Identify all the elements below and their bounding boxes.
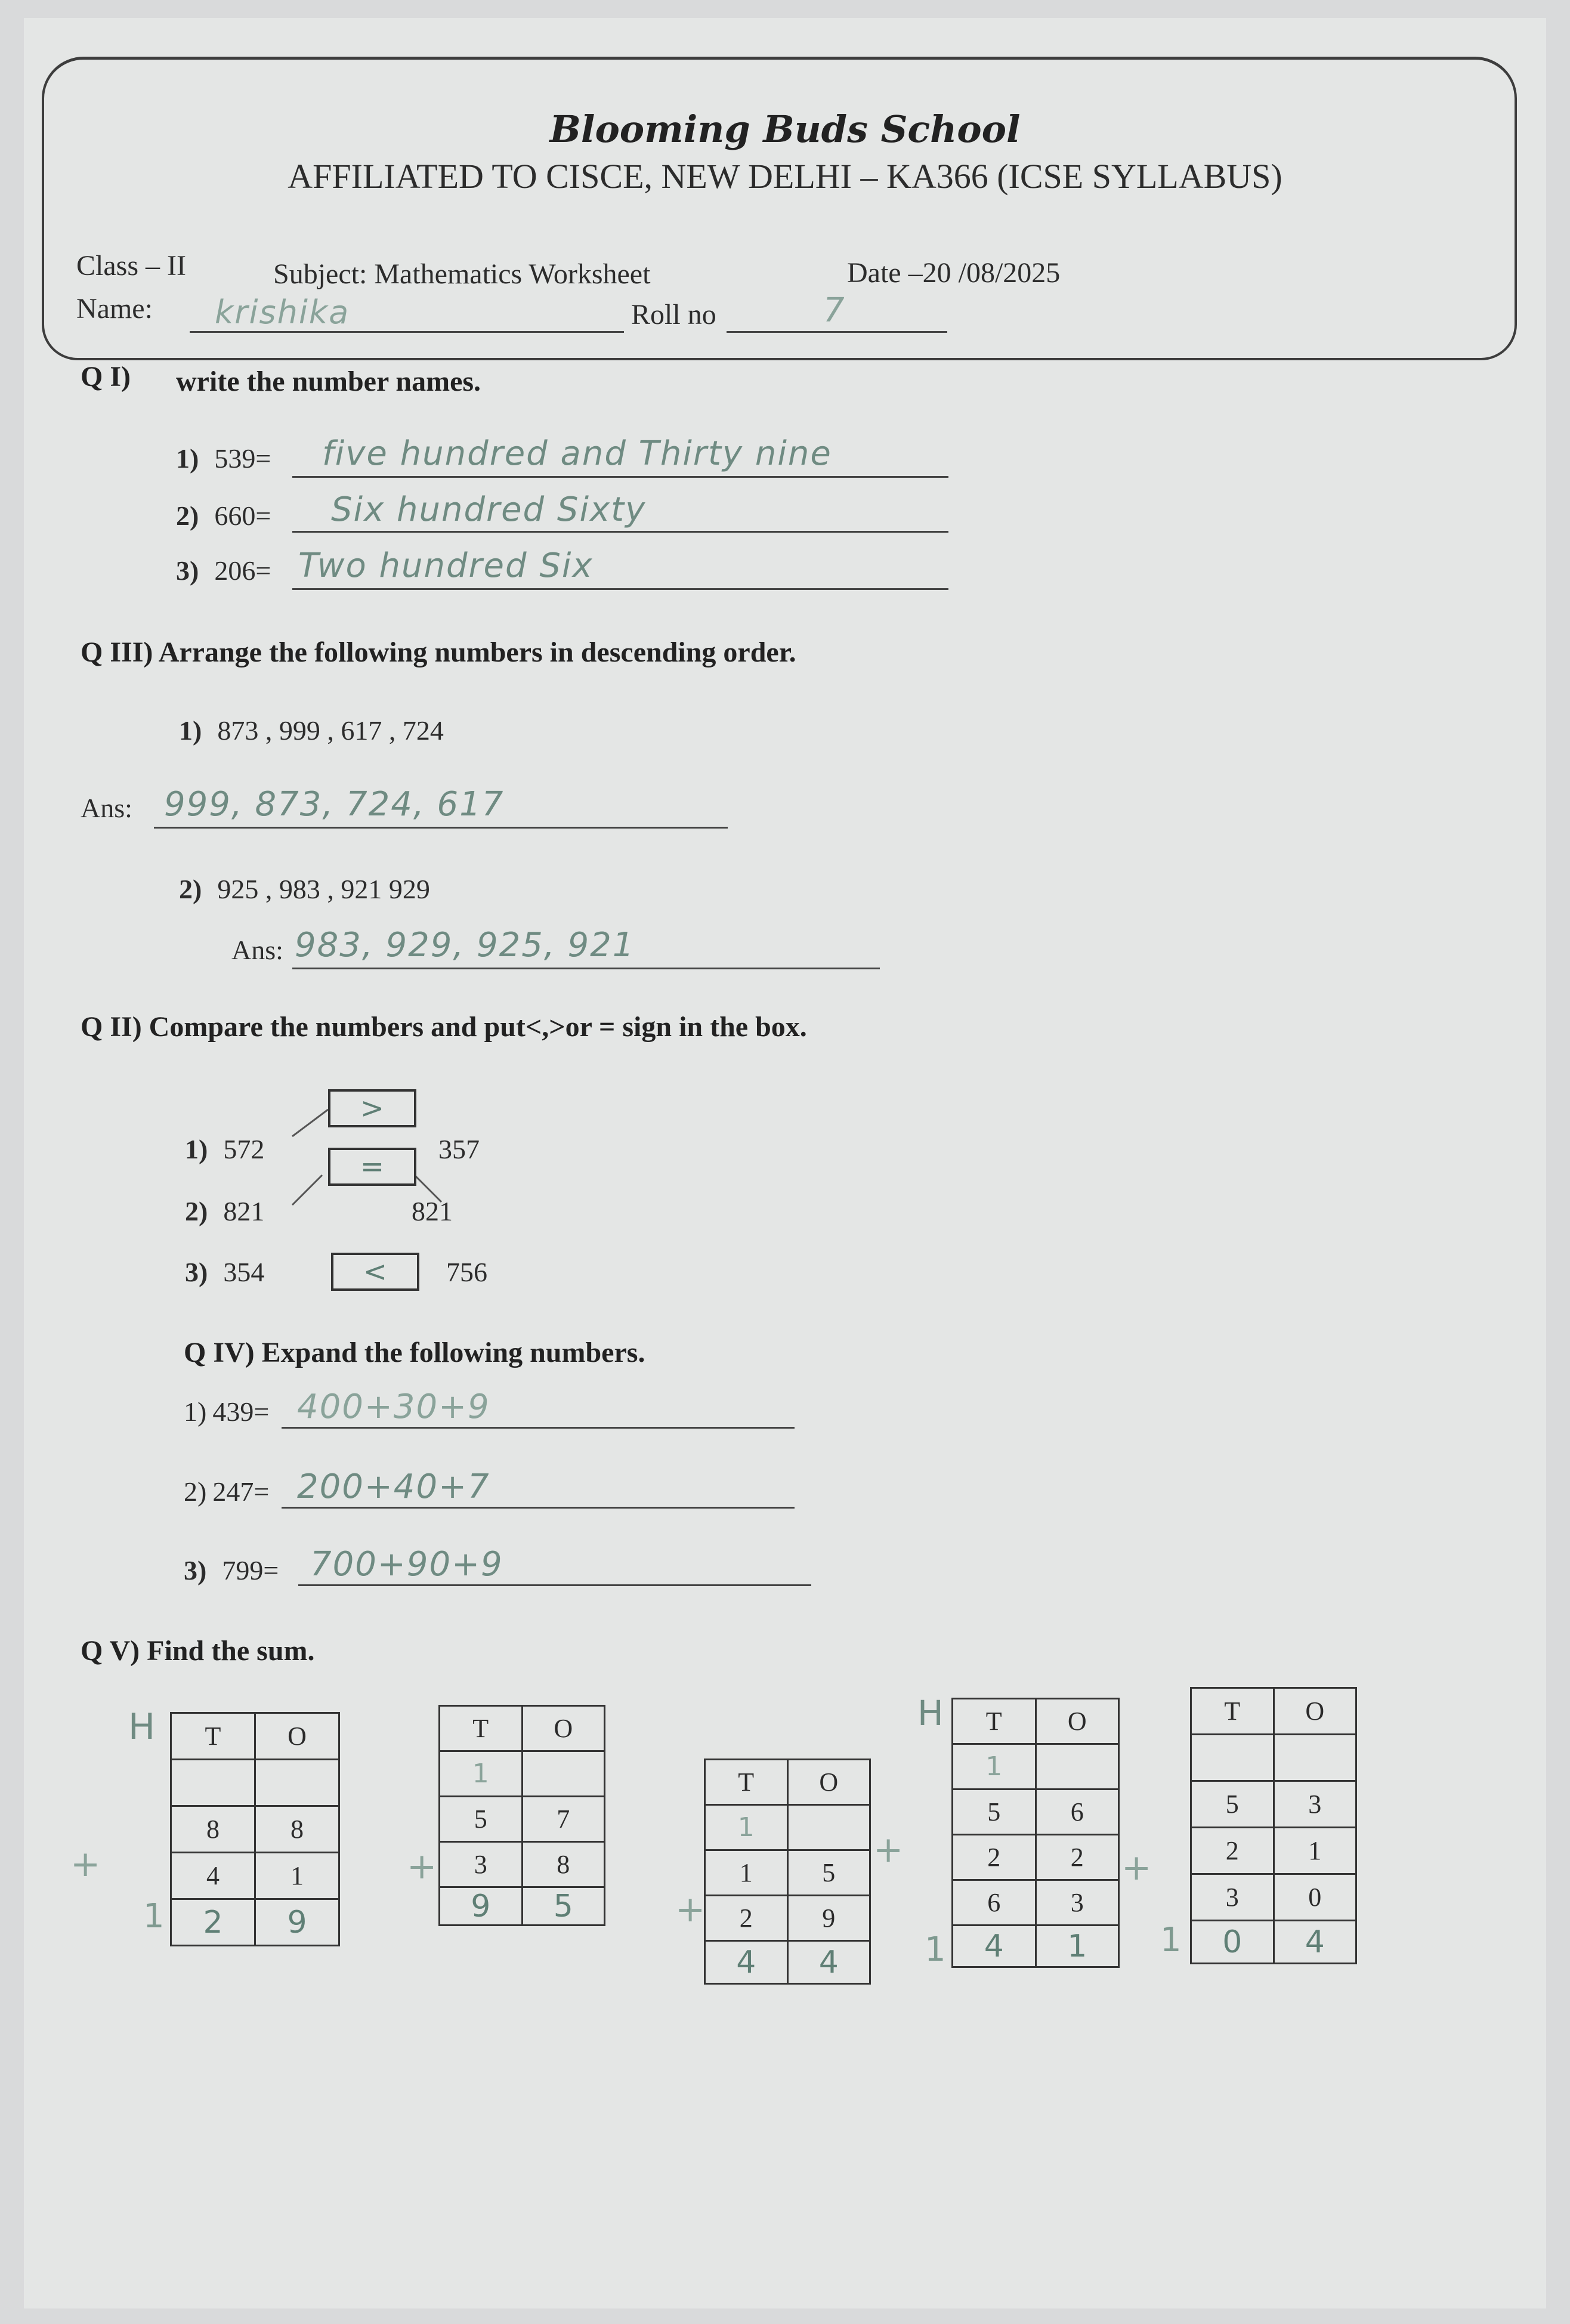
q1-item-1	[176, 443, 271, 474]
grid5-row2-tens: 2	[1191, 1828, 1274, 1874]
grid1-plus-sign: +	[70, 1843, 101, 1885]
grid1-head-ones: O	[255, 1713, 339, 1760]
q1-item-3-prompt: 206=	[214, 555, 271, 586]
q1-item-1-number: 1)	[176, 443, 199, 474]
q1-answer-line-3	[292, 588, 948, 590]
q4-item-2-number: 2)	[184, 1476, 207, 1507]
grid5-sum-hundreds: 1	[1160, 1921, 1182, 1960]
grid2-carry-tens: 1	[440, 1751, 523, 1797]
grid2-sum-tens: 9	[440, 1887, 523, 1926]
grid5-row1-tens: 5	[1191, 1781, 1274, 1828]
q2-item-1-number: 1)	[185, 1134, 208, 1164]
q4-answer-3: 700+90+9	[310, 1545, 503, 1584]
q1-item-2	[176, 500, 271, 531]
sum-grid-4	[951, 1698, 1120, 1968]
q3-answer-line-2	[292, 968, 880, 969]
school-name: Blooming Buds School	[549, 107, 1021, 151]
grid4-head-tens: T	[953, 1699, 1036, 1744]
q3-item-2	[179, 873, 430, 905]
grid4-plus-sign: +	[873, 1829, 904, 1871]
q2-item-1-left: 572	[223, 1134, 265, 1164]
q2-item-1	[185, 1133, 264, 1165]
q4-item-2	[184, 1476, 269, 1507]
grid2-sum-ones: 5	[522, 1887, 605, 1926]
q1-answer-line-2	[292, 531, 948, 533]
grid1-carry-tens	[171, 1760, 255, 1806]
q3-ans-label-2: Ans:	[231, 935, 283, 965]
rollno-value: 7	[823, 291, 846, 330]
sum-grid-3	[704, 1759, 871, 1985]
q1-answer-line-1	[292, 476, 948, 478]
grid2-row1-tens: 5	[440, 1797, 523, 1842]
grid3-carry-tens: 1	[705, 1805, 788, 1850]
q5-title: Q V) Find the sum.	[81, 1635, 315, 1667]
rollno-label: Roll no	[631, 299, 716, 330]
q2-item-1-right: 357	[438, 1134, 480, 1164]
name-label: Name:	[76, 293, 153, 325]
q1-answer-2: Six hundred Sixty	[331, 490, 647, 529]
q3-item-1-numbers: 873 , 999 , 617 , 724	[217, 715, 444, 746]
grid1-hundreds-label: H	[128, 1706, 157, 1748]
q4-item-2-prompt: 247=	[212, 1476, 270, 1507]
date-label: Date –20 /08/2025	[847, 257, 1061, 289]
q3-item-1	[179, 715, 444, 746]
q3-answer-line-1	[154, 827, 728, 829]
class-label: Class – II	[76, 250, 186, 282]
name-underline	[190, 331, 624, 333]
grid1-head-tens: T	[171, 1713, 255, 1760]
q1-item-2-prompt: 660=	[214, 500, 271, 531]
grid2-row1-ones: 7	[522, 1797, 605, 1842]
grid3-head-tens: T	[705, 1760, 788, 1805]
grid1-row2-tens: 4	[171, 1853, 255, 1899]
q1-item-1-prompt: 539=	[214, 443, 271, 474]
grid4-row1-ones: 6	[1036, 1790, 1119, 1835]
sum-grid-1	[170, 1712, 340, 1946]
grid4-row3-tens: 6	[953, 1880, 1036, 1926]
affiliation-line: AFFILIATED TO CISCE, NEW DELHI – KA366 (ICSE SYLLABUS)	[288, 157, 1282, 196]
grid4-hundreds-label: H	[917, 1693, 945, 1733]
grid1-row2-ones: 1	[255, 1853, 339, 1899]
grid5-row3-tens: 3	[1191, 1874, 1274, 1921]
q2-item-2-left: 821	[223, 1196, 265, 1226]
q4-item-1-number: 1)	[184, 1396, 207, 1427]
rollno-underline	[727, 331, 947, 333]
grid5-head-tens: T	[1191, 1688, 1274, 1735]
grid1-sum-ones: 9	[255, 1899, 339, 1946]
q4-answer-line-3	[298, 1584, 811, 1586]
q2-item-2	[185, 1195, 264, 1227]
q4-title: Q IV) Expand the following numbers.	[184, 1337, 645, 1368]
grid2-head-tens: T	[440, 1706, 523, 1751]
q2-item-2-number: 2)	[185, 1196, 208, 1226]
q3-item-2-numbers: 925 , 983 , 921 929	[217, 874, 430, 904]
q4-item-3-number: 3)	[184, 1555, 207, 1586]
q4-item-1-prompt: 439=	[212, 1396, 270, 1427]
grid3-row2-tens: 2	[705, 1896, 788, 1941]
q2-item-3-number: 3)	[185, 1257, 208, 1287]
q4-item-3	[184, 1555, 279, 1586]
grid4-sum-ones: 1	[1036, 1926, 1119, 1967]
q4-answer-1: 400+30+9	[297, 1387, 490, 1426]
grid3-carry-ones	[787, 1805, 870, 1850]
grid4-row1-tens: 5	[953, 1790, 1036, 1835]
sum-grid-2	[438, 1705, 605, 1926]
q2-item-3-answer-box[interactable]: <	[331, 1253, 419, 1291]
grid4-carry-tens: 1	[953, 1744, 1036, 1790]
q4-item-3-prompt: 799=	[222, 1555, 279, 1586]
grid5-row2-ones: 1	[1274, 1828, 1356, 1874]
grid2-row2-tens: 3	[440, 1842, 523, 1887]
grid1-row1-ones: 8	[255, 1806, 339, 1853]
q1-instruction: write the number names.	[176, 366, 481, 397]
name-value: krishika	[215, 293, 350, 331]
q3-answer-2: 983, 929, 925, 921	[295, 926, 635, 965]
grid1-carry-ones	[255, 1760, 339, 1806]
grid4-sum-hundreds: 1	[925, 1930, 946, 1969]
grid5-row1-ones: 3	[1274, 1781, 1356, 1828]
grid4-row3-ones: 3	[1036, 1880, 1119, 1926]
grid2-plus-sign: +	[407, 1846, 437, 1887]
grid5-carry-ones	[1274, 1735, 1356, 1781]
subject-label: Subject: Mathematics Worksheet	[273, 258, 651, 290]
q4-answer-2: 200+40+7	[297, 1467, 490, 1506]
q1-answer-3: Two hundred Six	[298, 546, 594, 585]
q2-item-3-left: 354	[223, 1257, 265, 1287]
grid5-sum-tens: 0	[1191, 1921, 1274, 1964]
grid2-row2-ones: 8	[522, 1842, 605, 1887]
grid2-carry-ones	[522, 1751, 605, 1797]
grid1-sum-tens: 2	[171, 1899, 255, 1946]
sum-grid-5	[1190, 1687, 1357, 1964]
q2-title: Q II) Compare the numbers and put<,>or = sign in the box.	[81, 1011, 807, 1043]
grid1-row1-tens: 8	[171, 1806, 255, 1853]
grid3-row1-ones: 5	[787, 1850, 870, 1896]
q1-item-2-number: 2)	[176, 500, 199, 531]
grid2-head-ones: O	[522, 1706, 605, 1751]
q4-answer-line-2	[282, 1507, 795, 1509]
grid4-row2-tens: 2	[953, 1835, 1036, 1880]
grid5-sum-ones: 4	[1274, 1921, 1356, 1964]
q1-item-3-number: 3)	[176, 555, 199, 586]
grid4-row2-ones: 2	[1036, 1835, 1119, 1880]
grid3-sum-tens: 4	[705, 1941, 788, 1984]
q3-item-2-number: 2)	[179, 874, 202, 904]
q3-item-1-number: 1)	[179, 715, 202, 746]
q2-item-1-answer-box[interactable]: >	[328, 1089, 416, 1127]
grid4-carry-ones	[1036, 1744, 1119, 1790]
grid3-sum-ones: 4	[787, 1941, 870, 1984]
q4-answer-line-1	[282, 1427, 795, 1429]
grid4-sum-tens: 4	[953, 1926, 1036, 1967]
q2-item-2-answer-box[interactable]: =	[328, 1148, 416, 1186]
q1-item-3	[176, 555, 271, 586]
q3-answer-1: 999, 873, 724, 617	[164, 785, 505, 824]
grid5-head-ones: O	[1274, 1688, 1356, 1735]
grid5-plus-sign: +	[1121, 1847, 1152, 1889]
q2-item-2-right: 821	[412, 1196, 453, 1226]
q2-item-3-right: 756	[446, 1257, 487, 1287]
grid3-plus-sign: +	[675, 1889, 706, 1930]
q2-item-3	[185, 1256, 264, 1288]
grid3-row1-tens: 1	[705, 1850, 788, 1896]
q3-title: Q III) Arrange the following numbers in descending order.	[81, 636, 796, 668]
q3-ans-label-1: Ans:	[81, 793, 132, 823]
grid5-carry-tens	[1191, 1735, 1274, 1781]
q4-item-1	[184, 1396, 269, 1427]
q1-answer-1: five hundred and Thirty nine	[322, 434, 832, 473]
grid3-row2-ones: 9	[787, 1896, 870, 1941]
grid3-head-ones: O	[787, 1760, 870, 1805]
grid4-head-ones: O	[1036, 1699, 1119, 1744]
grid1-sum-hundreds: 1	[143, 1897, 165, 1936]
q1-title: Q I)	[81, 361, 131, 393]
grid5-row3-ones: 0	[1274, 1874, 1356, 1921]
